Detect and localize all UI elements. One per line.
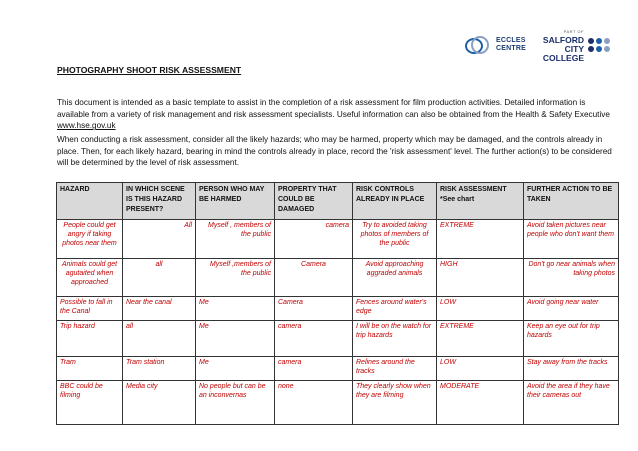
cell-assessment: MODERATE xyxy=(437,381,524,425)
cell-further-action: Keep an eye out for trip hazards xyxy=(524,321,619,357)
cell-controls: Fences around water's edge xyxy=(353,297,437,321)
cell-assessment: LOW xyxy=(437,357,524,381)
cell-controls: Try to avoided taking photos of members of the public xyxy=(353,220,437,259)
cell-property: none xyxy=(275,381,353,425)
logo-dot xyxy=(596,46,602,52)
salford-part-of-text: PART OF xyxy=(563,29,584,34)
cell-further-action: Don't go near animals when taking photos xyxy=(524,259,619,297)
intro-paragraph xyxy=(57,97,617,132)
header-further-action: FURTHER ACTION TO BE TAKEN xyxy=(524,183,619,220)
logo-dot xyxy=(588,38,594,44)
table-row xyxy=(57,220,619,259)
cell-hazard: Tram xyxy=(57,357,123,381)
instructions-paragraph: When conducting a risk assessment, consider all the likely hazards; who may be harmed, property which may be damaged, and the controls already in place. Then, for each likely hazard, bearing in mind the controls already in place, record the 'risk assessment' level. The further action(s) to be considered will be determined by the level of risk assessment. xyxy=(57,135,612,168)
header-assessment: RISK ASSESSMENT *See chart xyxy=(437,183,524,220)
cell-scene: Tram station xyxy=(123,357,196,381)
cell-controls: Avoid approaching aggraded animals xyxy=(353,259,437,297)
table-row xyxy=(57,357,619,381)
header-scene: IN WHICH SCENE IS THIS HAZARD PRESENT? xyxy=(123,183,196,220)
hse-link[interactable]: www.hse.gov.uk xyxy=(57,121,116,131)
cell-person: No people but can be an inconvernas xyxy=(196,381,275,425)
eccles-swirl-icon xyxy=(465,36,493,54)
cell-scene: All xyxy=(123,220,196,259)
salford-dots-icon xyxy=(588,38,610,52)
cell-property: Camera xyxy=(275,259,353,297)
table-row xyxy=(57,321,619,357)
cell-assessment: LOW xyxy=(437,297,524,321)
header-property: PROPERTY THAT COULD BE DAMAGED xyxy=(275,183,353,220)
header-person: PERSON WHO MAY BE HARMED xyxy=(196,183,275,220)
cell-property: camera xyxy=(275,220,353,259)
cell-further-action: Avoid taken pictures near people who don't want them xyxy=(524,220,619,259)
cell-hazard: Animals could get agutaited when approached xyxy=(57,259,123,297)
cell-hazard: BBC could be filming xyxy=(57,381,123,425)
cell-scene: all xyxy=(123,259,196,297)
cell-scene: Near the canal xyxy=(123,297,196,321)
logo-dot xyxy=(596,38,602,44)
cell-assessment: EXTREME xyxy=(437,220,524,259)
header-hazard: HAZARD xyxy=(57,183,123,220)
cell-person: Myself ,members of the public xyxy=(196,259,275,297)
table-row xyxy=(57,297,619,321)
logo-dot xyxy=(588,46,594,52)
salford-city-college-logo xyxy=(538,27,610,63)
cell-property: camera xyxy=(275,357,353,381)
cell-controls: I will be on the watch for trip hazards xyxy=(353,321,437,357)
cell-hazard: Trip hazard xyxy=(57,321,123,357)
cell-assessment: EXTREME xyxy=(437,321,524,357)
table-row xyxy=(57,259,619,297)
cell-person: Me xyxy=(196,321,275,357)
table-header-row xyxy=(57,183,619,220)
logo-dot xyxy=(604,46,610,52)
cell-person: Me xyxy=(196,357,275,381)
cell-further-action: Stay away from the tracks xyxy=(524,357,619,381)
cell-person: Myself , members of the public xyxy=(196,220,275,259)
cell-hazard: People could get angry if taking photos near them xyxy=(57,220,123,259)
cell-property: Camera xyxy=(275,297,353,321)
cell-property: camera xyxy=(275,321,353,357)
cell-hazard: Possible to fall in the Canal xyxy=(57,297,123,321)
cell-further-action: Avoid going near water xyxy=(524,297,619,321)
cell-assessment: HIGH xyxy=(437,259,524,297)
table-row xyxy=(57,381,619,425)
cell-scene: all xyxy=(123,321,196,357)
cell-controls: They clearly show when they are filming xyxy=(353,381,437,425)
cell-further-action: Avoid the area if they have their cameras out xyxy=(524,381,619,425)
eccles-logo-text: ECCLES CENTRE xyxy=(496,37,526,52)
logo-dot xyxy=(604,38,610,44)
intro-text: This document is intended as a basic template to assist in the completion of a risk assessment for film production activities. Detailed information is available from a variety of risk management and risk assessment specialists. Useful information can also be obtained from the Health & Safety Executive xyxy=(57,98,610,119)
cell-scene: Media city xyxy=(123,381,196,425)
page-title: PHOTOGRAPHY SHOOT RISK ASSESSMENT xyxy=(57,65,242,75)
cell-person: Me xyxy=(196,297,275,321)
header-logos xyxy=(465,27,610,63)
salford-logo-text: SALFORD CITY COLLEGE xyxy=(542,35,584,63)
risk-assessment-table xyxy=(56,182,619,425)
header-controls: RISK CONTROLS ALREADY IN PLACE xyxy=(353,183,437,220)
eccles-centre-logo xyxy=(465,36,530,54)
cell-controls: Relines around the tracks xyxy=(353,357,437,381)
